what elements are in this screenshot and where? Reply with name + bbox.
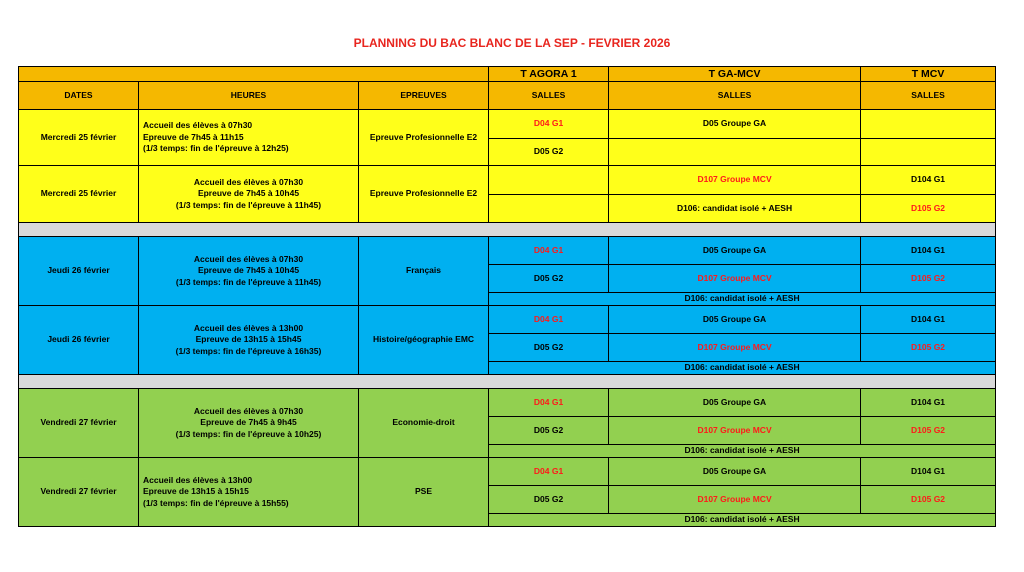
salle-cell	[861, 139, 996, 166]
salle-cell: D05 Groupe GA	[609, 237, 861, 265]
planning-table	[18, 66, 996, 527]
date-cell: Jeudi 26 février	[19, 237, 139, 306]
salle-extra-cell: D106: candidat isolé + AESH	[489, 514, 996, 527]
salle-cell: D05 G2	[489, 334, 609, 362]
blank-header-cell	[19, 67, 489, 82]
salle-extra-cell: D106: candidat isolé + AESH	[489, 445, 996, 458]
heures-line: Epreuve de 13h15 à 15h45	[195, 334, 302, 345]
heures-line: Accueil des élèves à 13h00	[193, 322, 304, 333]
heures-line: Epreuve de 7h45 à 9h45	[200, 417, 297, 428]
salle-cell: D105 G2	[861, 417, 996, 445]
salle-cell: D104 G1	[861, 458, 996, 486]
salle-cell: D104 G1	[861, 237, 996, 265]
salle-cell: D105 G2	[861, 486, 996, 514]
salle-cell: D05 Groupe GA	[609, 306, 861, 334]
heures-cell	[139, 389, 359, 458]
salle-cell	[609, 139, 861, 166]
salle-cell: D05 Groupe GA	[609, 110, 861, 139]
epreuve-cell: Epreuve Profesionnelle E2	[359, 110, 489, 166]
salle-cell: D04 G1	[489, 458, 609, 486]
date-cell: Vendredi 27 février	[19, 458, 139, 527]
heures-line: (1/3 temps: fin de l'épreuve à 11h45)	[175, 276, 322, 287]
salle-cell: D107 Groupe MCV	[609, 417, 861, 445]
salle-extra-cell: D106: candidat isolé + AESH	[489, 293, 996, 306]
heures-line: Epreuve de 13h15 à 15h15	[143, 486, 249, 497]
heures-line: Epreuve de 7h45 à 10h45	[197, 265, 300, 276]
salle-cell: D107 Groupe MCV	[609, 265, 861, 293]
heures-cell	[139, 306, 359, 375]
salle-cell: D104 G1	[861, 389, 996, 417]
table-row	[19, 166, 996, 195]
heures-line: Accueil des élèves à 07h30	[193, 253, 304, 264]
page-title: PLANNING DU BAC BLANC DE LA SEP - FEVRIER 2026	[353, 36, 671, 50]
heures-line: (1/3 temps: fin de l'épreuve à 12h25)	[143, 143, 289, 154]
heures-cell	[139, 110, 359, 166]
salle-cell: D05 G2	[489, 139, 609, 166]
salle-cell	[489, 166, 609, 195]
heures-cell	[139, 458, 359, 527]
heures-line: Epreuve de 7h45 à 10h45	[197, 188, 300, 199]
salle-cell: D04 G1	[489, 306, 609, 334]
date-cell: Vendredi 27 février	[19, 389, 139, 458]
salle-cell: D05 Groupe GA	[609, 389, 861, 417]
epreuve-cell: Histoire/géographie EMC	[359, 306, 489, 375]
heures-line: (1/3 temps: fin de l'épreuve à 11h45)	[175, 199, 322, 210]
heures-line: Epreuve de 7h45 à 11h15	[143, 131, 244, 142]
table-row	[19, 458, 996, 486]
epreuve-cell: Français	[359, 237, 489, 306]
date-cell: Mercredi 25 février	[19, 110, 139, 166]
salle-cell: D04 G1	[489, 389, 609, 417]
separator-row	[19, 375, 996, 389]
group-t-mcv: T MCV	[861, 67, 996, 82]
date-cell: Jeudi 26 février	[19, 306, 139, 375]
salle-cell	[861, 110, 996, 139]
heures-line: Accueil des élèves à 07h30	[193, 176, 304, 187]
heures-line: Accueil des élèves à 07h30	[143, 120, 253, 131]
table-row	[19, 306, 996, 334]
separator-cell	[19, 223, 996, 237]
separator-cell	[19, 375, 996, 389]
salle-cell: D107 Groupe MCV	[609, 166, 861, 195]
salle-cell: D05 G2	[489, 265, 609, 293]
group-header-row	[19, 67, 996, 82]
heures-cell	[139, 237, 359, 306]
date-cell: Mercredi 25 février	[19, 166, 139, 223]
heures-line: (1/3 temps: fin de l'épreuve à 10h25)	[175, 428, 322, 439]
header-epreuves: EPREUVES	[359, 82, 489, 110]
epreuve-cell: Economie-droit	[359, 389, 489, 458]
salle-cell: D05 G2	[489, 486, 609, 514]
salle-cell: D107 Groupe MCV	[609, 334, 861, 362]
salle-cell: D107 Groupe MCV	[609, 486, 861, 514]
header-dates: DATES	[19, 82, 139, 110]
salle-extra-cell: D106: candidat isolé + AESH	[489, 362, 996, 375]
epreuve-cell: PSE	[359, 458, 489, 527]
header-salles-3: SALLES	[861, 82, 996, 110]
salle-cell: D105 G2	[861, 334, 996, 362]
salle-cell: D05 Groupe GA	[609, 458, 861, 486]
salle-cell: D106: candidat isolé + AESH	[609, 195, 861, 223]
table-row	[19, 389, 996, 417]
group-t-ga-mcv: T GA-MCV	[609, 67, 861, 82]
salle-cell	[489, 195, 609, 223]
heures-line: (1/3 temps: fin de l'épreuve à 15h55)	[143, 497, 289, 508]
salle-cell: D105 G2	[861, 265, 996, 293]
header-heures: HEURES	[139, 82, 359, 110]
heures-line: Accueil des élèves à 13h00	[143, 474, 253, 485]
salle-cell: D104 G1	[861, 166, 996, 195]
heures-cell	[139, 166, 359, 223]
salle-cell: D104 G1	[861, 306, 996, 334]
salle-cell: D04 G1	[489, 110, 609, 139]
heures-line: Accueil des élèves à 07h30	[193, 405, 304, 416]
salle-cell: D05 G2	[489, 417, 609, 445]
salle-cell: D04 G1	[489, 237, 609, 265]
header-salles-2: SALLES	[609, 82, 861, 110]
heures-line: (1/3 temps: fin de l'épreuve à 16h35)	[175, 345, 322, 356]
group-t-agora-1: T AGORA 1	[489, 67, 609, 82]
table-row	[19, 110, 996, 139]
header-salles-1: SALLES	[489, 82, 609, 110]
salle-cell: D105 G2	[861, 195, 996, 223]
table-row	[19, 237, 996, 265]
epreuve-cell: Epreuve Profesionnelle E2	[359, 166, 489, 223]
separator-row	[19, 223, 996, 237]
column-header-row	[19, 82, 996, 110]
